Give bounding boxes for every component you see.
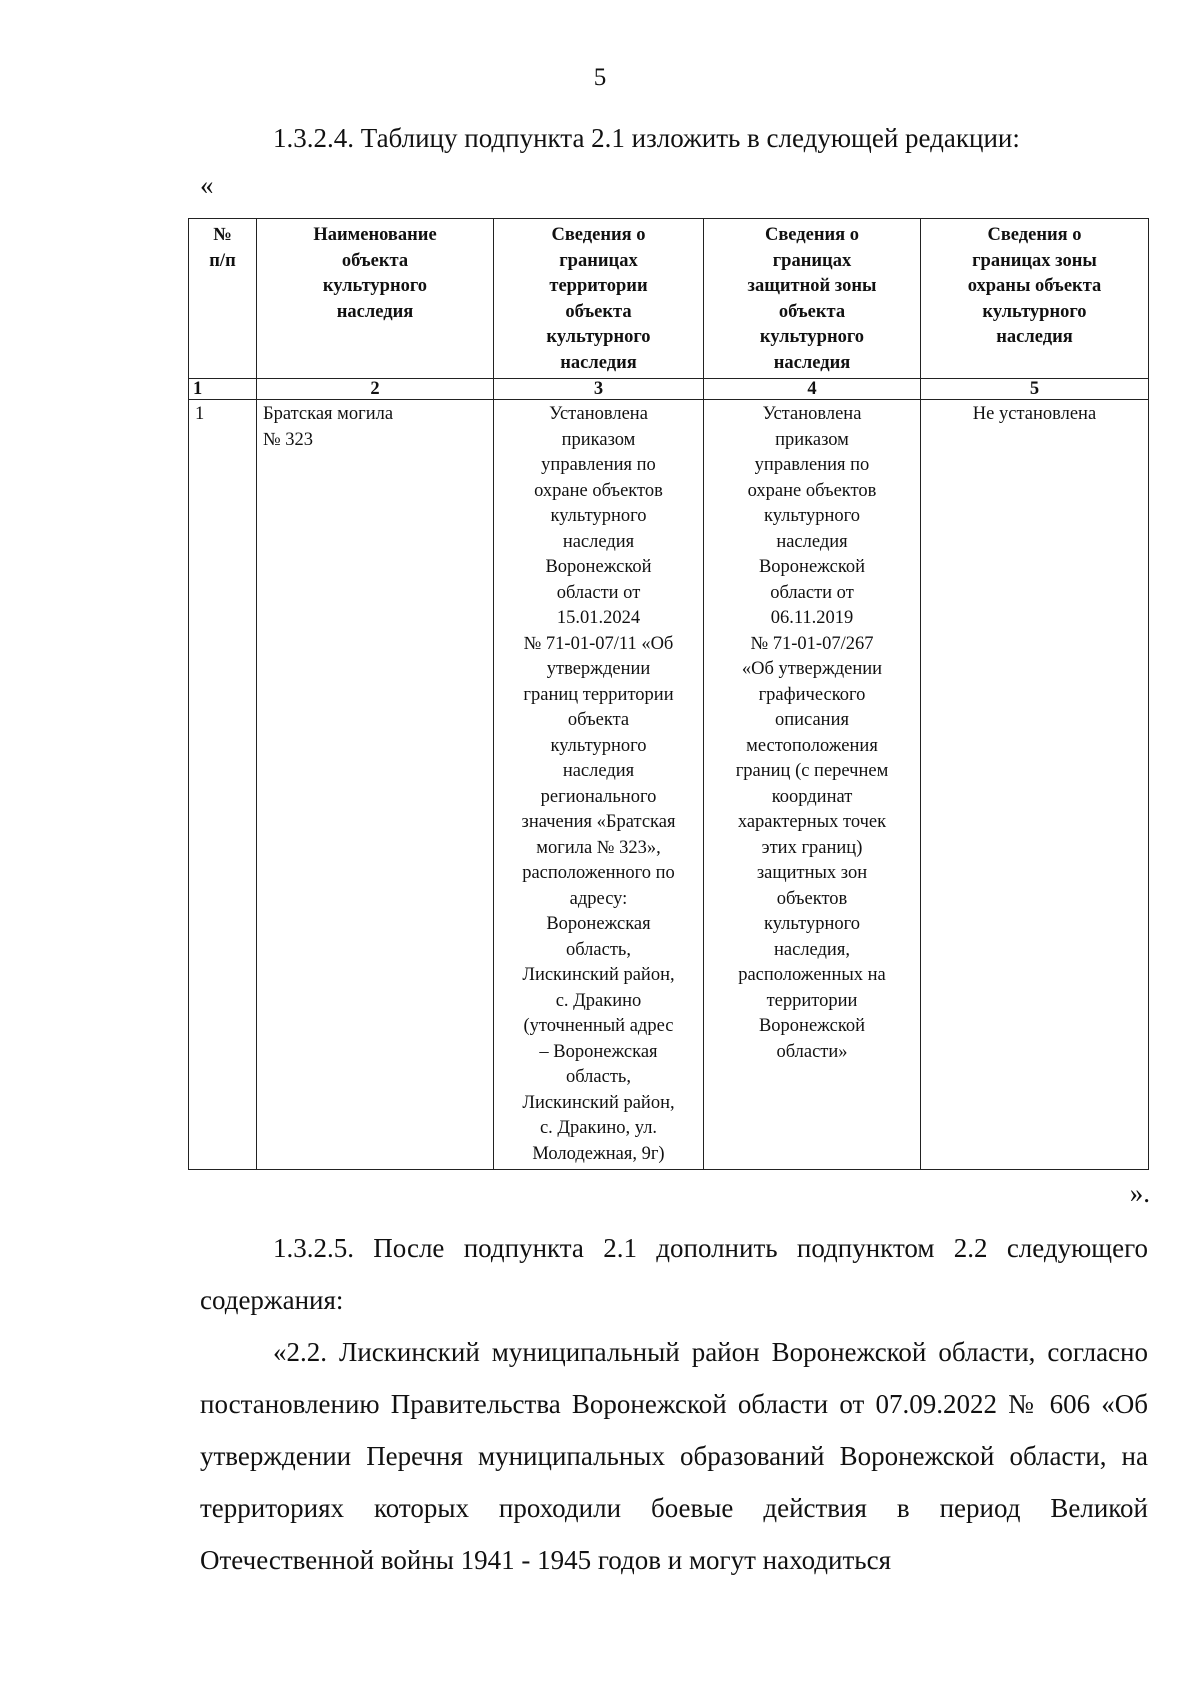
header-territory: Сведения о границах территории объекта культурного наследия (494, 219, 704, 379)
header-protection-zone: Сведения о границах зоны охраны объекта культурного наследия (921, 219, 1149, 379)
table-row (189, 400, 1149, 1170)
page-number: 5 (593, 64, 607, 91)
column-number-row (189, 379, 1149, 400)
table-header-row (189, 219, 1149, 379)
heritage-table (188, 218, 1149, 1170)
row-num: 1 (189, 400, 257, 1170)
row-protection-zone: Не установлена (921, 400, 1149, 1170)
intro-paragraph: 1.3.2.4. Таблицу подпункта 2.1 изложить в следующей редакции: (273, 123, 1020, 153)
paragraph-2-2: «2.2. Лискинский муниципальный район Воронежской области, согласно постановлению Правительства Воронежской области от 07.09.2022 № 606 «Об утверждении Перечня муниципальных образований Воронежской области, на территориях которых проходили боевые действия в период Великой Отечественной войны 1941 - 1945 годов и могут находиться (200, 1337, 1148, 1575)
column-number: 2 (257, 379, 494, 400)
header-protective-zone: Сведения о границах защитной зоны объекта культурного наследия (704, 219, 921, 379)
column-number: 5 (921, 379, 1149, 400)
close-quote: ». (1129, 1178, 1150, 1208)
column-number: 4 (704, 379, 921, 400)
row-territory: Установлена приказом управления по охране объектов культурного наследия Воронежской области от 15.01.2024 № 71-01-07/11 «Об утверждении границ территории объекта культурного наследия регионального значения «Братская могила № 323», расположенного по адресу: Воронежская область, Лискинский район, с. Дракино (уточненный адрес – Воронежская область, Лискинский район, с. Дракино, ул. Молодежная, 9г) (494, 400, 704, 1170)
column-number: 1 (189, 379, 257, 400)
row-name: Братская могила № 323 (257, 400, 494, 1170)
column-number: 3 (494, 379, 704, 400)
header-name: Наименование объекта культурного наследия (257, 219, 494, 379)
row-protective-zone: Установлена приказом управления по охране объектов культурного наследия Воронежской области от 06.11.2019 № 71-01-07/267 «Об утверждении графического описания местоположения границ (с перечнем координат характерных точек этих границ) защитных зон объектов культурного наследия, расположенных на территории Воронежской области» (704, 400, 921, 1170)
open-quote: « (200, 170, 214, 200)
header-num: № п/п (189, 219, 257, 379)
paragraph-1-3-2-5: 1.3.2.5. После подпункта 2.1 дополнить подпунктом 2.2 следующего содержания: (200, 1233, 1148, 1315)
